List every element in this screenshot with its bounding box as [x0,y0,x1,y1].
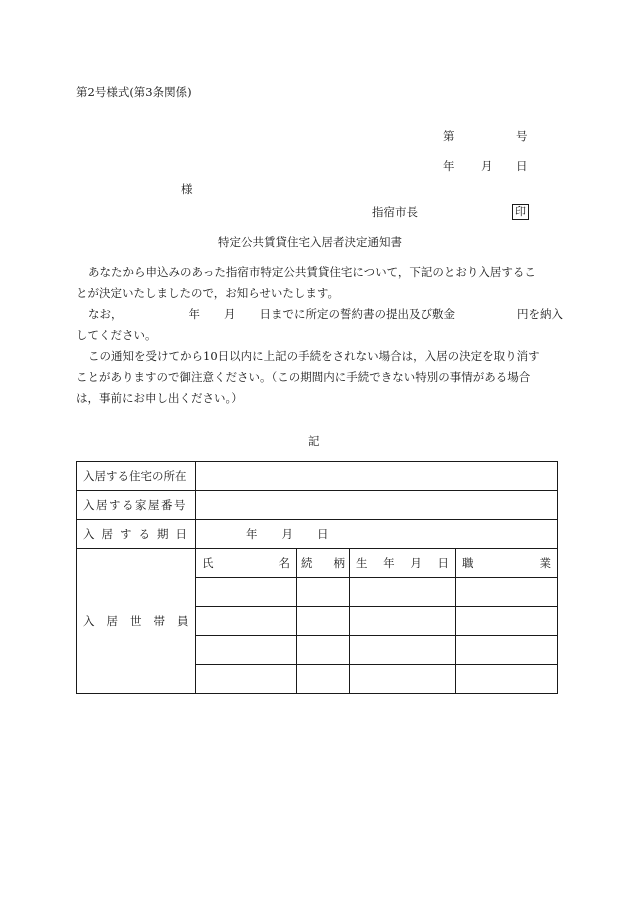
cell-relation[interactable] [297,578,350,607]
cell-relation[interactable] [297,665,350,694]
value-address[interactable] [196,462,558,491]
cell-name[interactable] [196,607,297,636]
cell-occupation[interactable] [456,607,558,636]
doc-number-suffix: 号 [516,129,528,143]
paragraph-3-line-2: ことがありますので御注意ください。（この期間内に手続できない特別の事情がある場合 [76,370,531,384]
col-relation: 続 柄 [297,549,350,578]
paragraph-1 [76,262,554,304]
col-date-of-birth: 生 年 月 日 [350,549,456,578]
period-day: 日 [317,527,329,541]
seal-mark [512,204,529,220]
label-household: 入居世帯員 [77,549,196,694]
value-period[interactable] [196,520,558,549]
cell-dob[interactable] [350,607,456,636]
label-address: 入居する住宅の所在 [77,462,196,491]
paragraph-2-line-1: なお， 年 月 日までに所定の誓約書の提出及び敷金 円を納入 [88,307,563,321]
paragraph-2 [76,304,563,346]
seal-text: 印 [512,204,529,220]
label-period: 入居する期日 [77,520,196,549]
period-month: 月 [281,527,293,541]
col-occupation: 職 業 [456,549,558,578]
date-year: 年 [443,159,455,173]
cell-relation[interactable] [297,636,350,665]
date-month: 月 [481,159,493,173]
doc-number-prefix: 第 [443,129,455,143]
cell-occupation[interactable] [456,665,558,694]
col-name: 氏 名 [196,549,297,578]
cell-occupation[interactable] [456,636,558,665]
document-title: 特定公共賃貸住宅入居者決定通知書 [218,235,402,249]
household-table [76,461,558,694]
cell-relation[interactable] [297,607,350,636]
ki-marker: 記 [308,434,320,448]
value-house-number[interactable] [196,491,558,520]
paragraph-2-line-2: してください。 [76,328,157,342]
table-row-period [77,520,558,549]
cell-occupation[interactable] [456,578,558,607]
cell-dob[interactable] [350,665,456,694]
paragraph-3 [76,346,554,409]
cell-name[interactable] [196,578,297,607]
cell-dob[interactable] [350,578,456,607]
cell-dob[interactable] [350,636,456,665]
addressee-suffix: 様 [181,182,193,196]
paragraph-3-line-1: この通知を受けてから10日以内に上記の手続をされない場合は，入居の決定を取り消す [88,349,540,363]
cell-name[interactable] [196,636,297,665]
issuer-name: 指宿市長 [372,205,418,219]
label-house-number: 入居する家屋番号 [77,491,196,520]
table-row-household-header [77,549,558,578]
date-day: 日 [516,159,528,173]
cell-name[interactable] [196,665,297,694]
table-row-address [77,462,558,491]
period-year: 年 [246,527,258,541]
paragraph-1-line-2: とが決定いたしましたので，お知らせいたします。 [76,286,340,300]
paragraph-3-line-3: は，事前にお申し出ください。） [76,391,243,405]
form-number: 第2号様式(第3条関係) [76,85,192,99]
table-row-house-number [77,491,558,520]
paragraph-1-line-1: あなたから申込みのあった指宿市特定公共賃貸住宅について，下記のとおり入居するこ [88,265,536,279]
